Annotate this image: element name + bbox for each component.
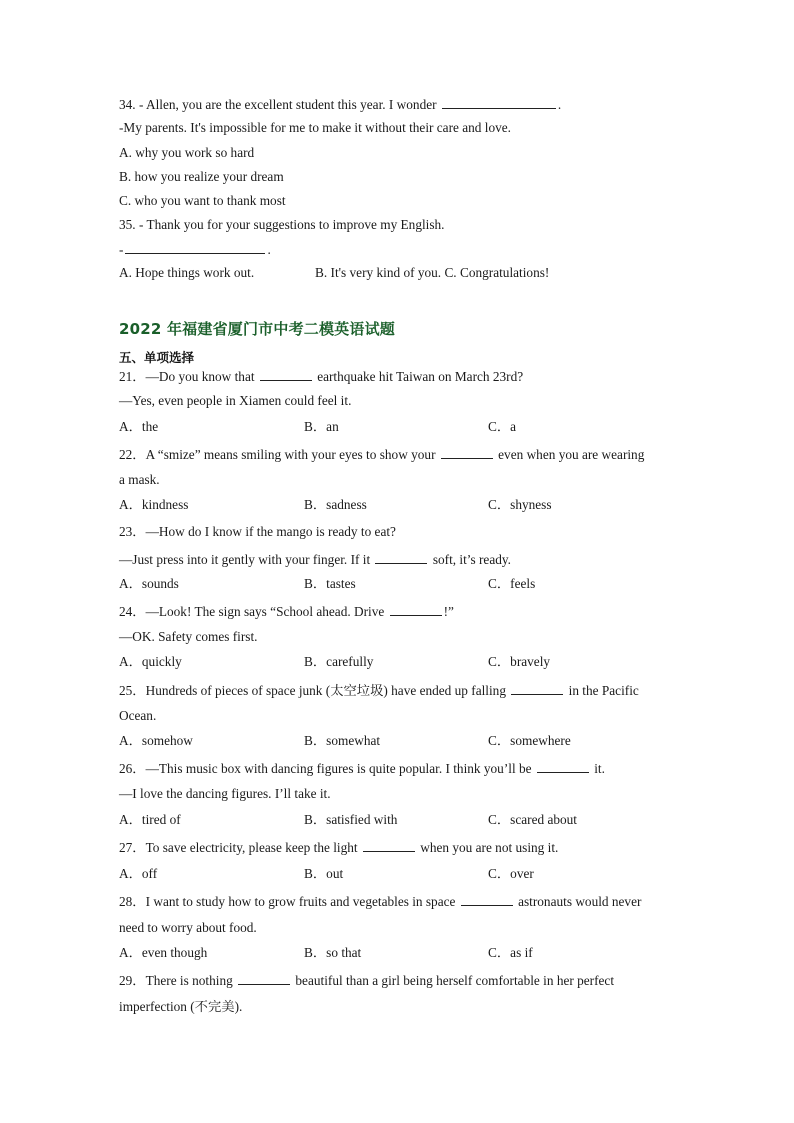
question-28-continued: need to worry about food. [119, 920, 257, 935]
question-24-option-a: A．quickly [119, 654, 182, 669]
question-27-option-b: B．out [304, 866, 344, 881]
exam-title: 2022 年福建省厦门市中考二模英语试题 [119, 320, 395, 338]
question-23-option-c: C．feels [488, 576, 536, 591]
question-23-prompt: 23．—How do I know if the mango is ready to eat? [119, 524, 396, 539]
question-35-options-bc: B. It's very kind of you. C. Congratulations! [315, 265, 550, 280]
question-21-prompt: 21．—Do you know that earthquake hit Taiwan on March 23rd? [119, 369, 524, 384]
answer-blank [260, 368, 312, 381]
answer-blank [363, 839, 415, 852]
question-23-reply: —Just press into it gently with your finger. If it soft, it’s ready. [119, 552, 511, 567]
question-27-prompt: 27．To save electricity, please keep the light when you are not using it. [119, 840, 559, 855]
question-26-option-b: B．satisfied with [304, 812, 398, 827]
question-24-option-b: B．carefully [304, 654, 374, 669]
question-26-reply: —I love the dancing figures. I’ll take it. [119, 786, 331, 801]
answer-blank [125, 241, 265, 254]
question-34-option-c: C. who you want to thank most [119, 193, 286, 208]
question-23-option-b: B．tastes [304, 576, 356, 591]
question-35-reply: - . [119, 242, 271, 257]
question-34-option-b: B. how you realize your dream [119, 169, 284, 184]
answer-blank [442, 96, 556, 109]
question-25-option-a: A．somehow [119, 733, 193, 748]
question-34-option-a: A. why you work so hard [119, 145, 255, 160]
question-26-prompt: 26．—This music box with dancing figures is quite popular. I think you’ll be it. [119, 761, 605, 776]
answer-blank [441, 446, 493, 459]
question-22-option-b: B．sadness [304, 497, 367, 512]
question-28-option-a: A．even though [119, 945, 208, 960]
question-28-prompt: 28．I want to study how to grow fruits and vegetables in space astronauts would never [119, 894, 642, 909]
question-23-option-a: A．sounds [119, 576, 179, 591]
question-28-option-c: C．as if [488, 945, 533, 960]
question-24-prompt: 24．—Look! The sign says “School ahead. Drive !” [119, 604, 454, 619]
question-34-reply: -My parents. It's impossible for me to make it without their care and love. [119, 120, 511, 135]
question-27-option-c: C．over [488, 866, 534, 881]
question-25-option-b: B．somewhat [304, 733, 381, 748]
question-27-option-a: A．off [119, 866, 158, 881]
question-22-option-a: A．kindness [119, 497, 189, 512]
question-26-option-a: A．tired of [119, 812, 181, 827]
question-21-option-c: C．a [488, 419, 517, 434]
question-29-prompt: 29．There is nothing beautiful than a girl being herself comfortable in her perfect [119, 973, 615, 988]
question-21-option-b: B．an [304, 419, 339, 434]
question-21-option-a: A．the [119, 419, 159, 434]
answer-blank [461, 893, 513, 906]
question-24-option-c: C．bravely [488, 654, 551, 669]
question-34-prompt: 34. - Allen, you are the excellent student this year. I wonder . [119, 97, 562, 112]
answer-blank [390, 603, 442, 616]
question-29-continued: imperfection (不完美). [119, 999, 243, 1014]
question-35-option-a: A. Hope things work out. [119, 265, 255, 280]
answer-blank [238, 972, 290, 985]
answer-blank [537, 760, 589, 773]
section-title: 五、单项选择 [119, 350, 195, 365]
question-28-option-b: B．so that [304, 945, 362, 960]
question-25-continued: Ocean. [119, 708, 157, 723]
question-35-prompt: 35. - Thank you for your suggestions to improve my English. [119, 217, 445, 232]
answer-blank [511, 682, 563, 695]
answer-blank [375, 551, 427, 564]
question-25-prompt: 25．Hundreds of pieces of space junk (太空垃圾) have ended up falling in the Pacific [119, 683, 639, 698]
question-26-option-c: C．scared about [488, 812, 577, 827]
question-25-option-c: C．somewhere [488, 733, 571, 748]
question-22-prompt: 22．A “smize” means smiling with your eyes to show your even when you are wearing [119, 447, 645, 462]
question-22-option-c: C．shyness [488, 497, 552, 512]
question-22-continued: a mask. [119, 472, 160, 487]
question-24-reply: —OK. Safety comes first. [119, 629, 258, 644]
question-21-reply: —Yes, even people in Xiamen could feel it. [119, 393, 352, 408]
